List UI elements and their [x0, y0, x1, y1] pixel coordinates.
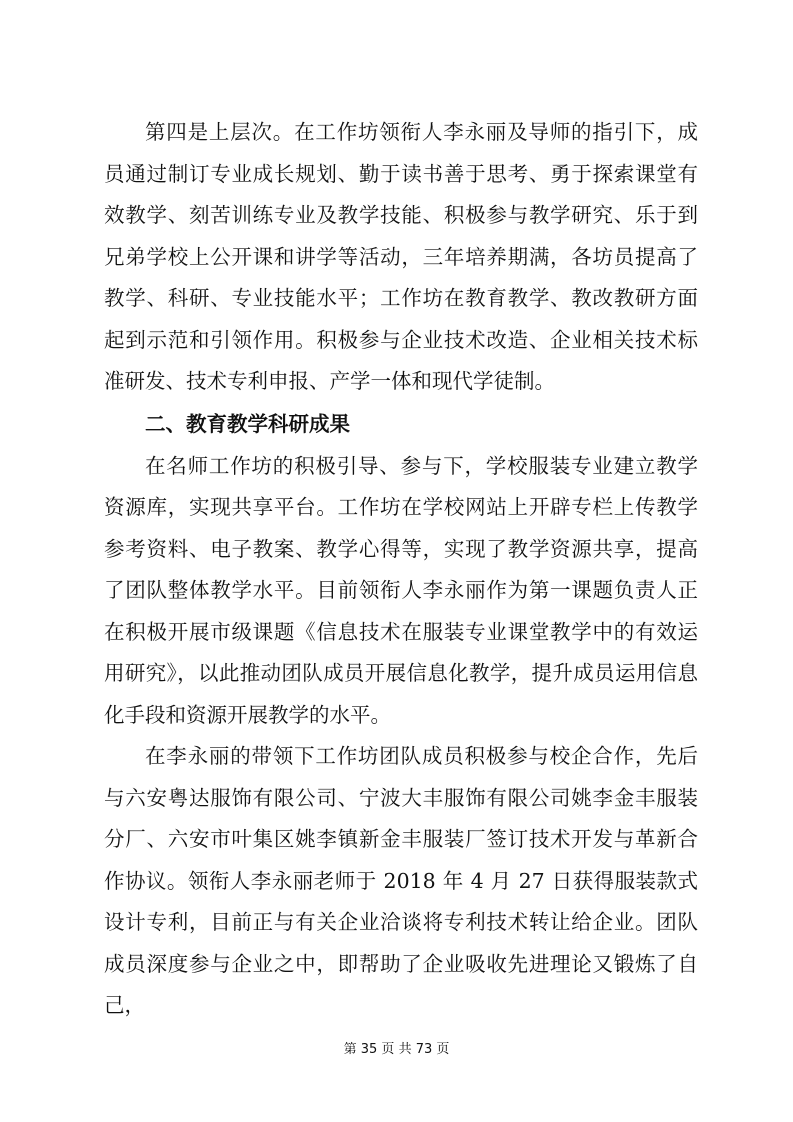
document-body: [104, 112, 698, 1027]
paragraph-resource-library: 在名师工作坊的积极引导、参与下，学校服装专业建立教学资源库，实现共享平台。工作坊在学校网站上开辟专栏上传教学参考资料、电子教案、教学心得等，实现了教学资源共享，提高了团队整体教学水平。目前领衔人李永丽作为第一课题负责人正在积极开展市级课题《信息技术在服装专业课堂教学中的有效运用研究》，以此推动团队成员开展信息化教学，提升成员运用信息化手段和资源开展教学的水平。: [104, 453, 698, 727]
paragraph-school-enterprise-cooperation: 在李永丽的带领下工作坊团队成员积极参与校企合作，先后与六安粤达服饰有限公司、宁波大丰服饰有限公司姚李金丰服装分厂、六安市叶集区姚李镇新金丰服装厂签订技术开发与革新合作协议。领衔人李永丽老师于 2018 年 4 月 27 日获得服装款式设计专利，目前正与有关企业洽谈将专利技术转让给企业。团队成员深度参与企业之中，即帮助了企业吸收先进理论又锻炼了自己，: [104, 744, 698, 1017]
paragraph-upper-level: 第四是上层次。在工作坊领衔人李永丽及导师的指引下，成员通过制订专业成长规划、勤于读书善于思考、勇于探索课堂有效教学、刻苦训练专业及教学技能、积极参与教学研究、乐于到兄弟学校上公开课和讲学等活动，三年培养期满，各坊员提高了教学、科研、专业技能水平；工作坊在教育教学、教改教研方面起到示范和引领作用。积极参与企业技术改造、企业相关技术标准研发、技术专利申报、产学一体和现代学徒制。: [104, 120, 698, 393]
page-number-footer: 第 35 页 共 73 页: [343, 1042, 450, 1057]
section-heading-research-results: 二、教育教学科研成果: [145, 411, 350, 436]
